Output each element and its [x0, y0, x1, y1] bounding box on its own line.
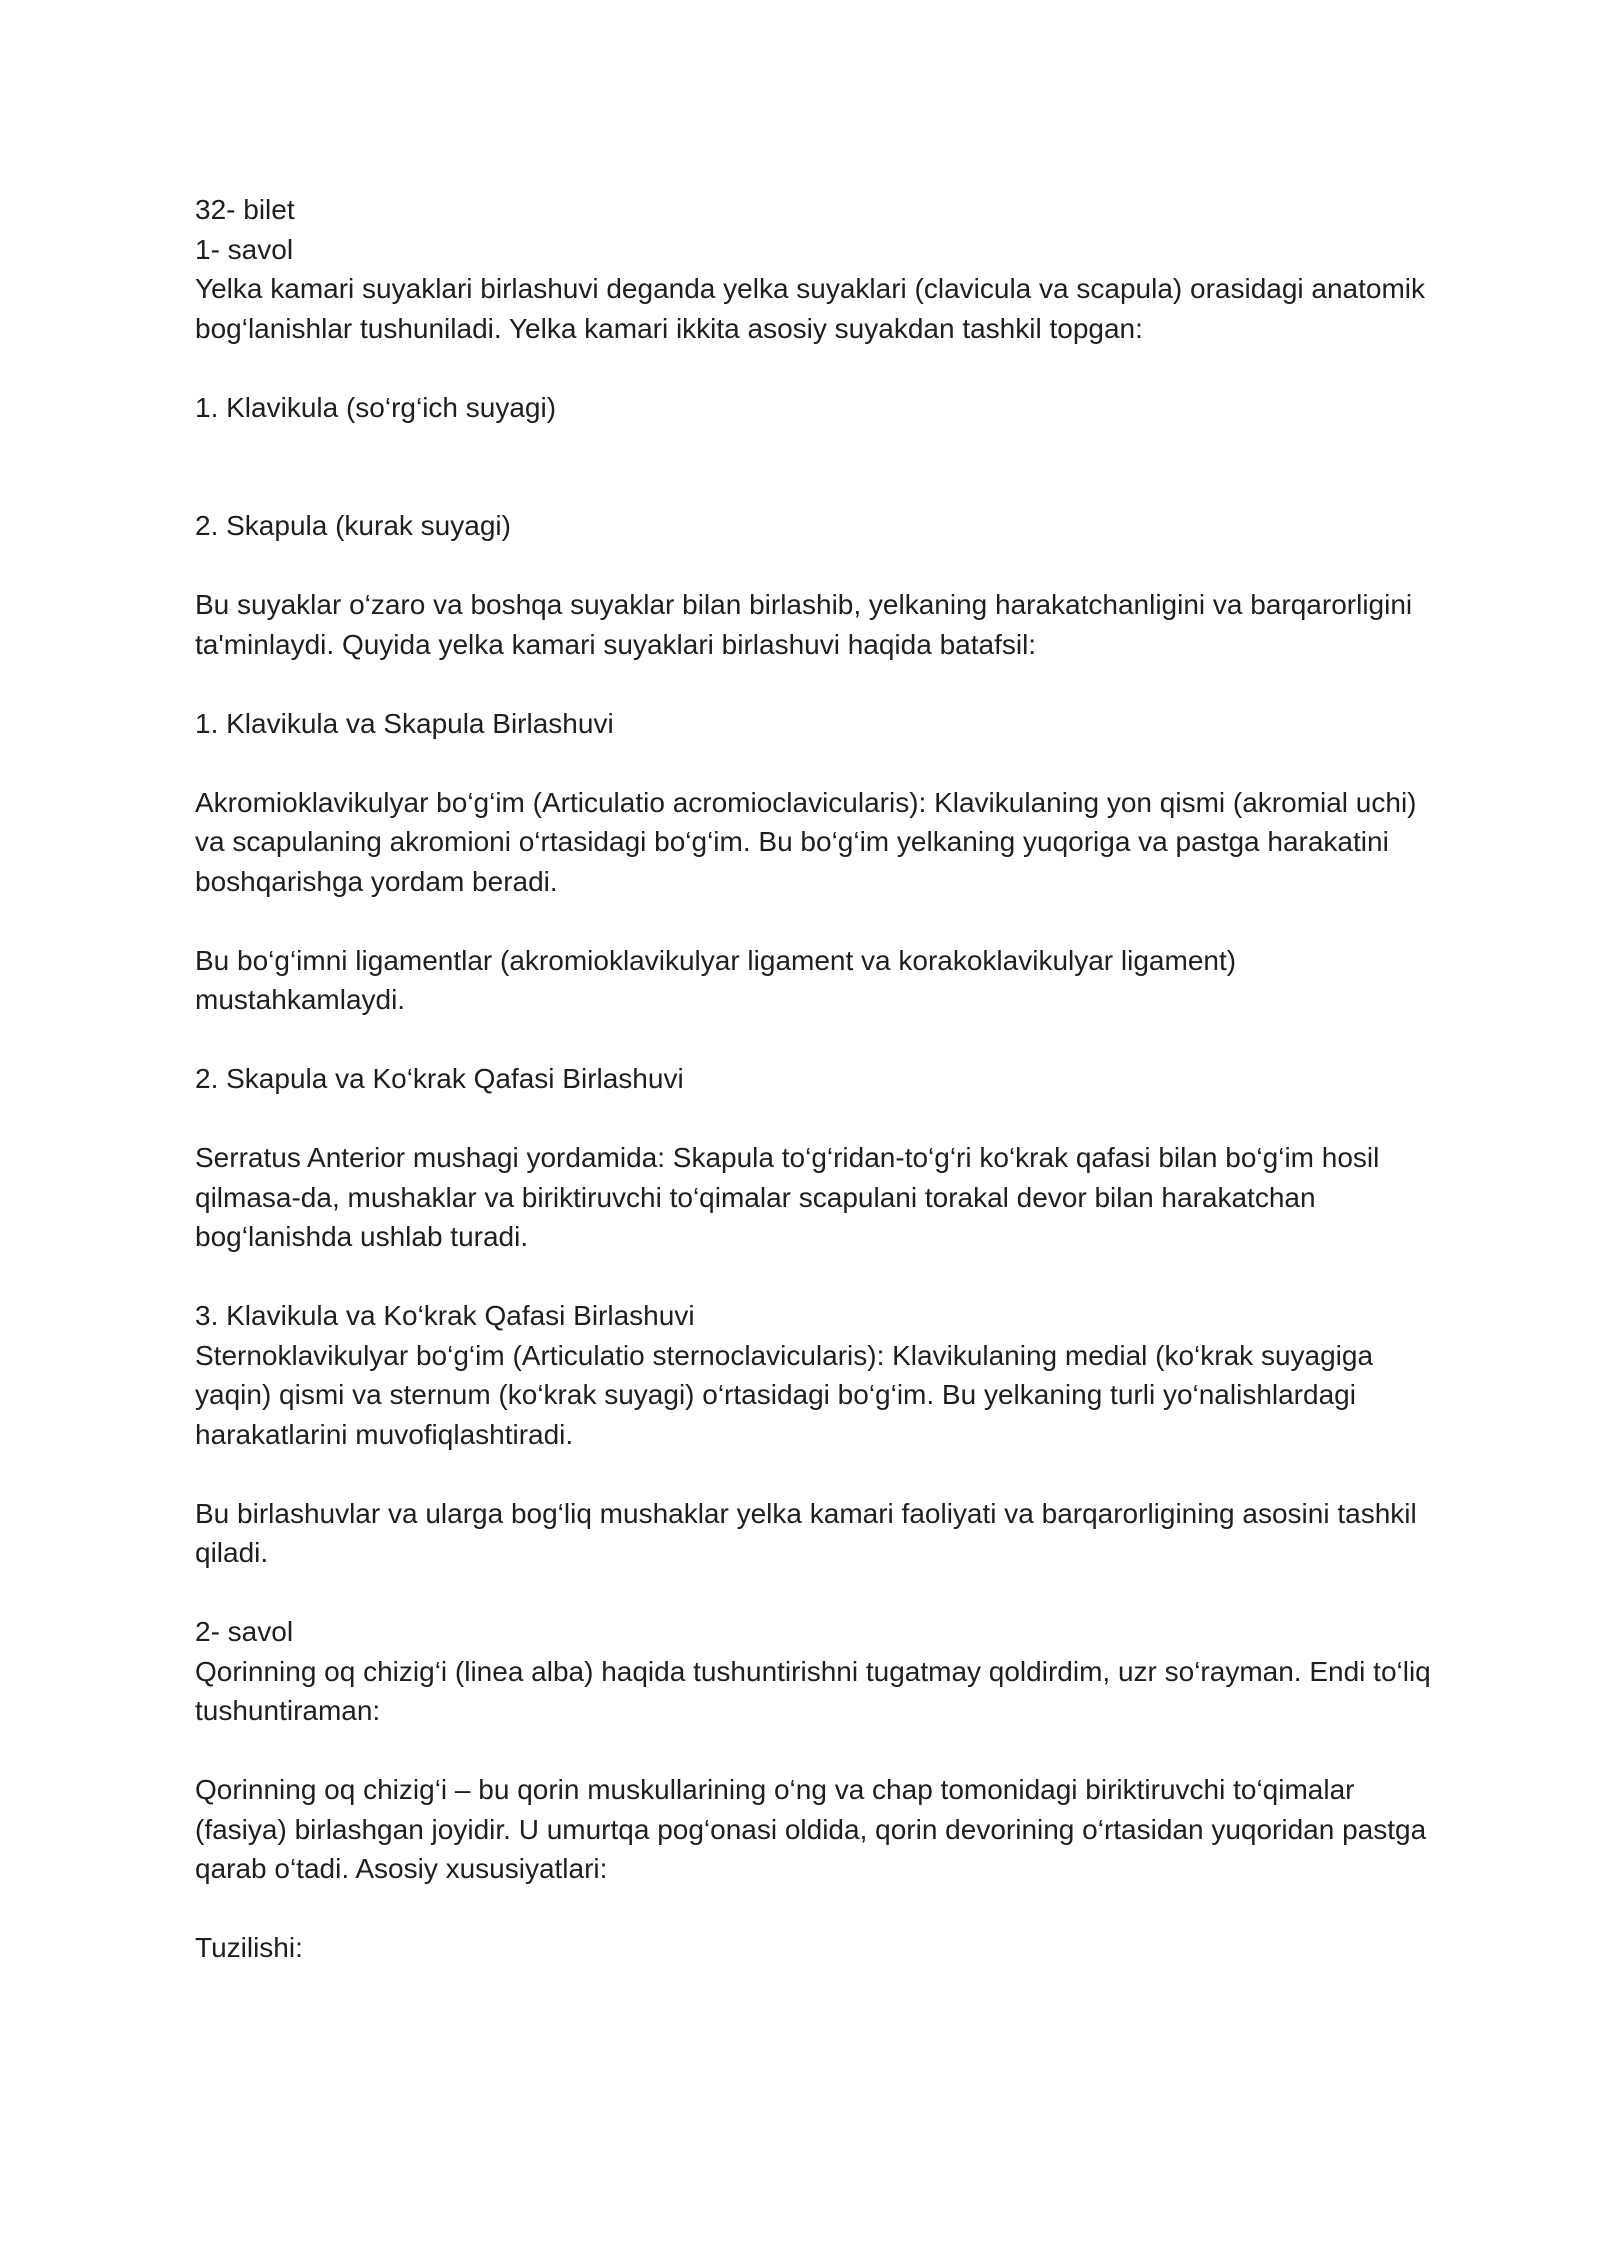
spacer — [195, 1020, 1435, 1060]
section-1-text-2: Bu bo‘g‘imni ligamentlar (akromioklavikulyar ligament va korakoklavikulyar ligament) mustahkamlaydi. — [195, 944, 1244, 1015]
question-1-conclusion: Bu birlashuvlar va ularga bog‘liq mushaklar yelka kamari faoliyati va barqarorligining asosini tashkil qiladi. — [195, 1497, 1425, 1568]
section-1-text: Akromioklavikulyar bo‘g‘im (Articulatio acromioclavicularis): Klavikulaning yon qismi (akromial uchi) va scapulaning akromioni o‘rtasidagi bo‘g‘im. Bu bo‘g‘im yelkaning yuqoriga va pastga harakatini boshqarishga yordam beradi. — [195, 786, 1425, 897]
spacer — [195, 1454, 1435, 1494]
bone-item-1: 1. Klavikula (so‘rg‘ich suyagi) — [195, 391, 557, 423]
bone-item-2: 2. Skapula (kurak suyagi) — [195, 510, 511, 541]
ticket-number: 32- bilet — [195, 194, 295, 225]
question-2-structure-label: Tuzilishi: — [195, 1932, 303, 1963]
question-2-intro: Qorinning oq chizig‘i (linea alba) haqida tushuntirishni tugatmay qoldirdim, uzr so‘rayman. Endi to‘liq tushuntiraman: — [195, 1655, 1439, 1726]
question-1-paragraph-2: Bu suyaklar o‘zaro va boshqa suyaklar bilan birlashib, yelkaning harakatchanligini va barqarorligini ta'minlaydi. Quyida yelka kamari suyaklari birlashuvi haqida batafsil: — [195, 589, 1420, 660]
section-3-heading: 3. Klavikula va Ko‘krak Qafasi Birlashuvi — [195, 1300, 695, 1331]
spacer — [195, 901, 1435, 941]
question-2-label: 2- savol — [195, 1616, 294, 1647]
section-3-text: Sternoklavikulyar bo‘g‘im (Articulatio sternoclavicularis): Klavikulaning medial (ko‘krak suyagiga yaqin) qismi va sternum (ko‘krak suyagi) o‘rtasidagi bo‘g‘im. Bu yelkaning turli yo‘nalishlardagi harakatlarini muvofiqlashtiradi. — [195, 1339, 1381, 1450]
spacer — [195, 1257, 1435, 1297]
question-1-intro: Yelka kamari suyaklari birlashuvi deganda yelka suyaklari (clavicula va scapula) orasidagi anatomik bog‘lanishlar tushuniladi. Yelka kamari ikkita asosiy suyakdan tashkil topgan: — [195, 273, 1433, 344]
spacer — [195, 1731, 1435, 1771]
spacer — [195, 427, 1435, 506]
spacer — [195, 743, 1435, 783]
question-2-paragraph: Qorinning oq chizig‘i – bu qorin muskullarining o‘ng va chap tomonidagi biriktiruvchi to‘qimalar (fasiya) birlashgan joyidir. U umurtqa pog‘onasi oldida, qorin devorining o‘rtasidan yuqoridan pastga qarab o‘tadi. Asosiy xususiyatlari: — [195, 1774, 1434, 1884]
spacer — [195, 1889, 1435, 1929]
document-body — [195, 190, 1439, 1968]
spacer — [195, 348, 1435, 388]
spacer — [195, 1573, 1435, 1613]
question-1-label: 1- savol — [195, 233, 294, 265]
spacer — [195, 664, 1435, 704]
section-2-heading: 2. Skapula va Ko‘krak Qafasi Birlashuvi — [195, 1063, 684, 1094]
section-2-text: Serratus Anterior mushagi yordamida: Skapula to‘g‘ridan-to‘g‘ri ko‘krak qafasi bilan bo‘g‘im hosil qilmasa-da, mushaklar va biriktiruvchi to‘qimalar scapulani torakal devor bilan harakatchan bog‘lanishda ushlab turadi. — [195, 1142, 1388, 1252]
spacer — [195, 546, 1435, 586]
section-1-heading: 1. Klavikula va Skapula Birlashuvi — [195, 707, 614, 739]
spacer — [195, 1099, 1435, 1139]
